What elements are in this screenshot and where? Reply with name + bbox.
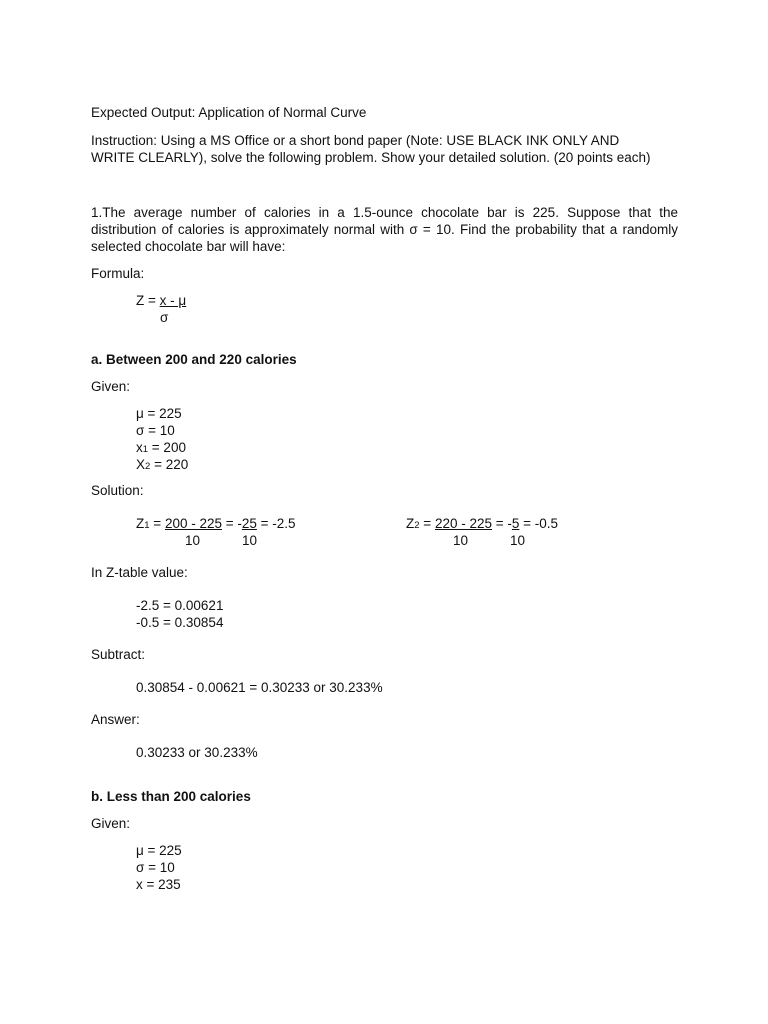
part-a-heading: a. Between 200 and 220 calories: [91, 352, 297, 367]
formula-label: Formula:: [91, 266, 145, 281]
x1-base: x: [136, 440, 143, 455]
z2-denominator-2: 10: [510, 533, 526, 548]
z2-numerator-1: 220 - 225: [434, 516, 492, 531]
formula-lhs: Z =: [136, 293, 160, 308]
part-a-mu: μ = 225: [136, 406, 182, 421]
x2-subscript: 2: [145, 461, 151, 472]
z2-numerator-2: 5: [511, 516, 520, 531]
part-b-given-label: Given:: [91, 816, 131, 831]
z1-numerator-2: 25: [241, 516, 257, 531]
part-a-given-label: Given:: [91, 379, 131, 394]
z1-equals: =: [149, 516, 165, 531]
z2-subscript: 2: [414, 520, 420, 531]
answer-label: Answer:: [91, 712, 140, 727]
z1-denominator-1: 10: [185, 533, 201, 548]
ztable-value-1: -2.5 = 0.00621: [136, 598, 224, 613]
z2-equals: =: [419, 516, 435, 531]
part-a-solution-label: Solution:: [91, 483, 144, 498]
instruction-line-2: WRITE CLEARLY), solve the following problem. Show your detailed solution. (20 points each): [91, 150, 651, 165]
x2-value: = 220: [150, 457, 189, 472]
part-b-x: x = 235: [136, 877, 181, 892]
z2-denominator-1: 10: [453, 533, 469, 548]
ztable-value-2: -0.5 = 0.30854: [136, 615, 224, 630]
expected-output-title: Expected Output: Application of Normal Curve: [91, 105, 367, 120]
subtract-label: Subtract:: [91, 647, 146, 662]
x1-subscript: 1: [142, 444, 149, 455]
part-b-mu: μ = 225: [136, 843, 182, 858]
answer-value: 0.30233 or 30.233%: [136, 745, 258, 760]
z2-result: = -0.5: [519, 516, 559, 531]
z1-subscript: 1: [144, 520, 150, 531]
part-b-heading: b. Less than 200 calories: [91, 789, 251, 804]
z1-numerator-1: 200 - 225: [164, 516, 222, 531]
part-a-sigma: σ = 10: [136, 423, 175, 438]
formula-z: [136, 293, 186, 309]
z1-equation: [136, 516, 296, 534]
subtract-value: 0.30854 - 0.00621 = 0.30233 or 30.233%: [136, 680, 383, 695]
part-a-x1: [136, 440, 186, 458]
z2-equation: [406, 516, 558, 534]
z1-result: = -2.5: [256, 516, 296, 531]
problem-line-3: selected chocolate bar will have:: [91, 239, 286, 254]
z1-denominator-2: 10: [242, 533, 258, 548]
problem-line-2: distribution of calories is approximately normal with σ = 10. Find the probability that a randomly: [91, 222, 678, 237]
part-a-x2: [136, 457, 188, 475]
x1-value: = 200: [148, 440, 186, 455]
z1-mid: = -: [221, 516, 242, 531]
problem-line-1: 1.The average number of calories in a 1.5-ounce chocolate bar is 225. Suppose that the: [91, 205, 678, 220]
z1-base: Z: [136, 516, 145, 531]
formula-numerator: x - μ: [159, 293, 187, 308]
part-b-sigma: σ = 10: [136, 860, 175, 875]
z2-base: Z: [406, 516, 415, 531]
formula-denominator: σ: [160, 310, 169, 325]
z2-mid: = -: [491, 516, 512, 531]
ztable-label: In Z-table value:: [91, 565, 188, 580]
instruction-line-1: Instruction: Using a MS Office or a short bond paper (Note: USE BLACK INK ONLY AND: [91, 133, 620, 148]
x2-base: X: [136, 457, 146, 472]
